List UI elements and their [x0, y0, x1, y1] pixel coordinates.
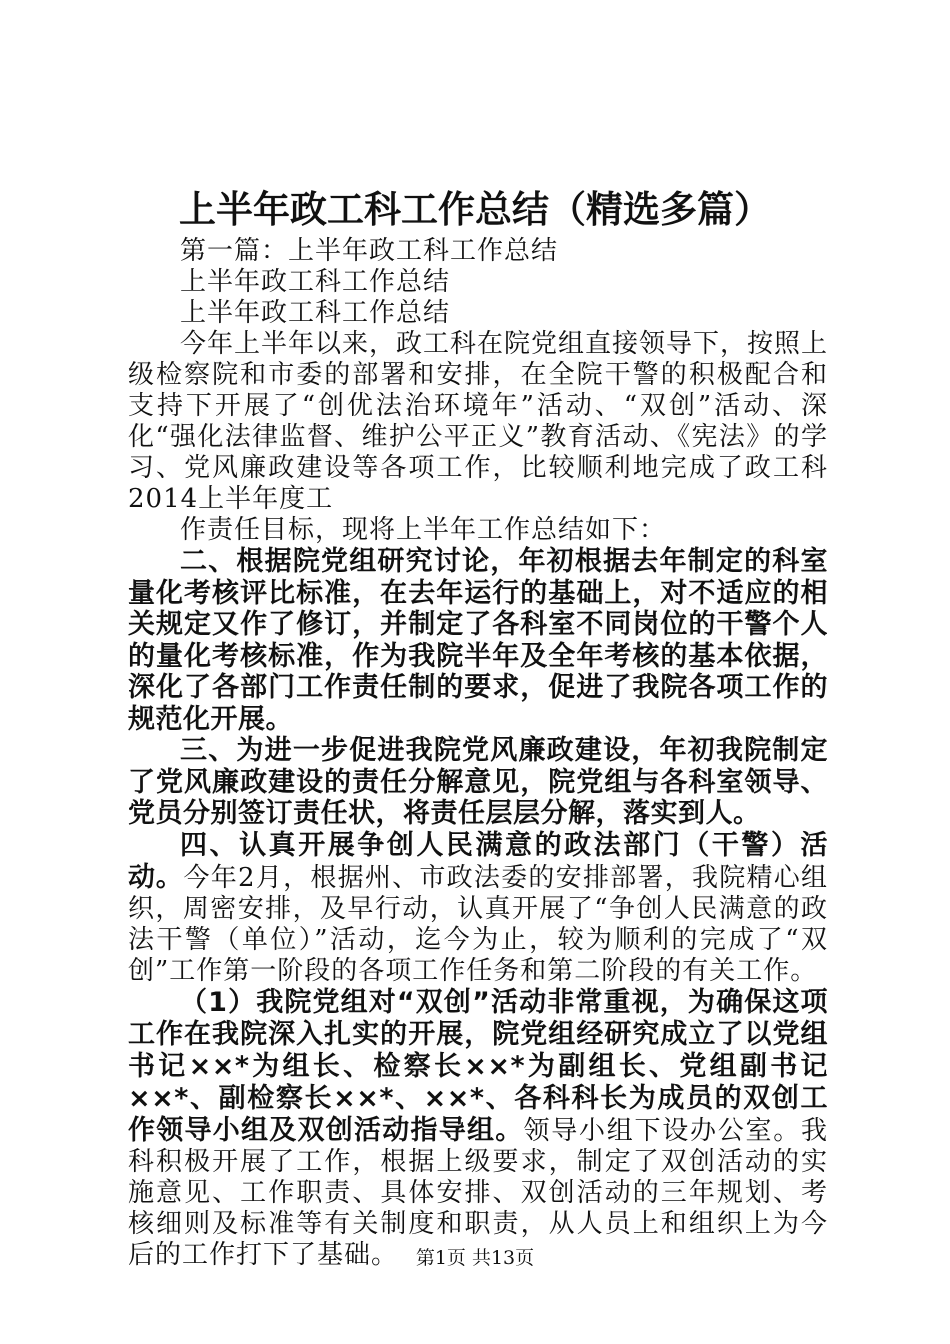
page-number: 第1页 共13页	[415, 1247, 535, 1269]
paragraph-4-body: 今年2月，根据州、市政法委的安排部署，我院精心组织，周密安排，及早行动，认真开展了“争创人民满意的政法干警（单位）”活动，迄今为止，较为顺利的完成了“双创”工作第一阶段的各项工作任务和第二阶段的有关工作。	[128, 862, 829, 986]
paragraph-3: 三、为进一步促进我院党风廉政建设，年初我院制定了党风廉政建设的责任分解意见，院党组与各科室领导、党员分别签订责任状，将责任层层分解，落实到人。	[128, 735, 828, 829]
paragraph-4-lead: 四、认真开展争创人民满意的政法部门（干警）活动。	[128, 829, 828, 893]
paragraph-intro-continued: 作责任目标，现将上半年工作总结如下：	[180, 515, 667, 545]
paragraph-intro: 今年上半年以来，政工科在院党组直接领导下，按照上级检察院和市委的部署和安排，在全院干警的积极配合和支持下开展了“创优法治环境年”活动、“双创”活动、深化“强化法律监督、维护公平正义”教育活动、《宪法》的学习、党风廉政建设等各项工作，比较顺利地完成了政工科2014上半年度工	[128, 329, 829, 514]
heading-1: 第一篇：上半年政工科工作总结	[180, 236, 559, 266]
document-title: 上半年政工科工作总结（精选多篇）	[179, 188, 771, 231]
paragraph-5-body: 领导小组下设办公室。我科积极开展了工作，根据上级要求，制定了双创活动的实施意见、工作职责、具体安排、双创活动的三年规划、考核细则及标准等有关制度和职责，从人员上和组织上为今后的工作打下了基础。	[128, 1115, 828, 1270]
heading-3: 上半年政工科工作总结	[180, 298, 451, 328]
paragraph-2: 二、根据院党组研究讨论，年初根据去年制定的科室量化考核评比标准，在去年运行的基础上，对不适应的相关规定又作了修订，并制定了各科室不同岗位的干警个人的量化考核标准，作为我院半年及全年考核的基本依据，深化了各部门工作责任制的要求，促进了我院各项工作的规范化开展。	[128, 546, 828, 735]
heading-2: 上半年政工科工作总结	[180, 267, 451, 297]
document-body	[128, 236, 828, 1271]
paragraph-4	[128, 830, 828, 987]
paragraph-5	[128, 987, 828, 1271]
paragraph-5-lead: （1）我院党组对“双创”活动非常重视，为确保这项工作在我院深入扎实的开展，院党组经研究成立了以党组书记××*为组长、检察长××*为副组长、党组副书记××*、副检察长××*、××*、各科科长为成员的双创工作领导小组及双创活动指导组。	[128, 986, 828, 1146]
